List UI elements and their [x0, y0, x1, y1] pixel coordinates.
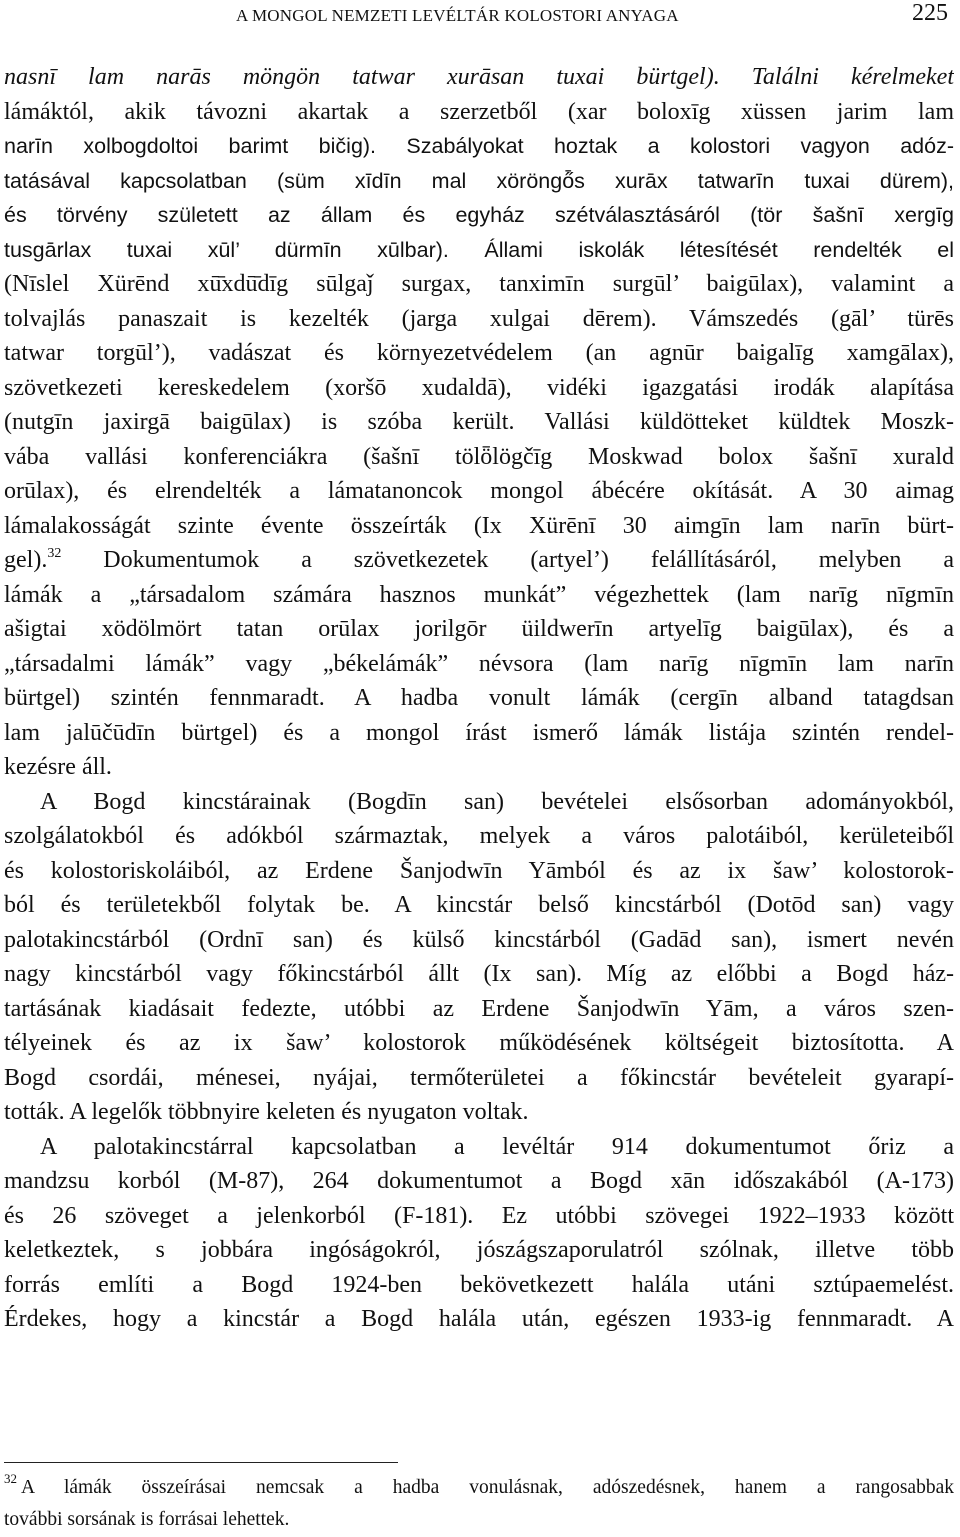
text-line: és 26 szöveget a jelenkorból (F-181). Ez utóbbi szövegei 1922–1933 között: [4, 1202, 954, 1229]
footnote-divider: [4, 1462, 398, 1463]
text-line: és törvény született az állam és egyház szétválasztásáról (tör šašnī xergīg: [4, 203, 954, 227]
text-line: és kolostoriskoláiból, az Erdene Šanjodwīn Yāmból és az ix šaw’ kolostorok-: [4, 857, 954, 884]
running-title: A MONGOL NEMZETI LEVÉLTÁR KOLOSTORI ANYAGA: [236, 6, 679, 25]
text-line: télyeinek és az ix šaw’ kolostorok működésének költségeit biztosította. A: [4, 1030, 954, 1056]
text-line: lámák a „társadalom számára hasznos munkát” végezhettek (lam narīg nīgmīn: [4, 581, 954, 608]
footnote-text: A lámák összeírásai nemcsak a hadba vonulásnak, adószedésnek, hanem a rangosabbak: [21, 1477, 954, 1498]
text-line: szövetkezeti kereskedelem (xoršō xudaldā), vidéki igazgatási irodák alapítása: [4, 374, 954, 401]
text-line: tartásának kiadásait fedezte, utóbbi az Erdene Šanjodwīn Yām, a város szen-: [4, 995, 954, 1022]
text-fragment: Dokumentumok a szövetkezetek (artyel’) felállításáról, melyben a: [61, 547, 954, 573]
text-line: vába vallási konferenciákra (šašnī tölȫlögčīg Moskwad bolox šašnī xurald: [4, 443, 954, 470]
text-line: Bogd csordái, ménesei, nyájai, termőterületei a főkincstár bevételeit gyarapí-: [4, 1064, 954, 1091]
text-line: A palotakincstárral kapcsolatban a levéltár 914 dokumentumot őriz a: [40, 1133, 954, 1160]
text-line: narīn xolbogdoltoi barimt bičig). Szabályokat hoztak a kolostori vagyon adóz-: [4, 134, 954, 158]
text-line: lámalakosságát szinte évente összeírták (Ix Xürēnī 30 aimgīn lam narīn bürt-: [4, 512, 954, 539]
text-line: keletkeztek, s jobbára ingóságokról, jószágszaporulatról szólnak, illetve több: [4, 1237, 954, 1263]
text-line: mandzsu korból (M-87), 264 dokumentumot a Bogd xān időszakából (A-173): [4, 1168, 954, 1194]
text-line: szolgálatokból és adókból származtak, melyek a város palotáiból, kerületeiből: [4, 823, 954, 849]
text-line: ból és területekből folytak be. A kincstár belső kincstárból (Dotōd san) vagy: [4, 892, 954, 918]
text-fragment: gel).: [4, 547, 48, 573]
text-line: A Bogd kincstárainak (Bogdīn san) bevételei elsősorban adományokból,: [40, 788, 954, 815]
text-line: forrás említi a Bogd 1924-ben bekövetkezett halála utáni sztúpaemelést.: [4, 1271, 954, 1298]
text-line: orūlax), és elrendelték a lámatanoncok mongol ábécére okítását. A 30 aimag: [4, 478, 954, 504]
text-line: bürtgel) szintén fennmaradt. A hadba vonult lámák (cergīn alband tatagdsan: [4, 685, 954, 711]
body-text: [4, 60, 954, 1337]
text-line: nagy kincstárból vagy főkincstárból állt (Ix san). Míg az előbbi a Bogd ház-: [4, 961, 954, 987]
text-line: tatásával kapcsolatban (süm xīdīn mal xöröngő̄s xurāx tatwarīn tuxai dürem),: [4, 168, 954, 193]
text-line: „társadalmi lámák” vagy „békelámák” névsora (lam narīg nīgmīn lam narīn: [4, 650, 954, 677]
text-line: tusgārlax tuxai xūl’ dürmīn xūlbar). Állami iskolák létesítését rendelték el: [4, 237, 954, 262]
text-line: (Nīslel Xürēnd xū̄xdū̄dīg sūlgaǰ surgax, tanximīn surgūl’ baigūlax), valamint a: [4, 271, 954, 297]
text-line: tolvajlás panaszait is kezelték (jarga xulgai dērem). Vámszedés (gāl’ türēs: [4, 305, 954, 332]
text-line: kezésre áll.: [4, 754, 112, 780]
text-line: lámáktól, akik távozni akartak a szerzetből (xar boloxīg xüssen jarim lam: [4, 98, 954, 125]
footnote-line: [4, 1472, 954, 1504]
footnote-reference: 32: [47, 546, 62, 561]
text-line: ašigtai xödölmört tatan orūlax jorilgōr üildwerīn artyelīg baigūlax), és a: [4, 616, 954, 642]
footnote: [4, 1472, 954, 1536]
text-line: [4, 543, 954, 578]
text-line: Érdekes, hogy a kincstár a Bogd halála után, egészen 1933-ig fennmaradt. A: [4, 1306, 954, 1332]
footnote-line: további sorsának is forrásai lehettek.: [4, 1509, 290, 1530]
text-line: tatwar torgūl’), vadászat és környezetvédelem (an agnūr baigalīg xamgālax),: [4, 340, 954, 366]
text-line: (nutgīn jaxirgā baigūlax) is szóba került. Vallási küldötteket küldtek Moszk-: [4, 409, 954, 435]
footnote-number: 32: [4, 1472, 17, 1486]
text-line: lam jalūčūdīn bürtgel) és a mongol írást ismerő lámák listája szintén rendel-: [4, 719, 954, 746]
text-line: tották. A legelők többnyire keleten és nyugaton voltak.: [4, 1099, 529, 1125]
text-line: nasnī lam narās möngön tatwar xurāsan tuxai bürtgel). Találni kérelmeket: [4, 64, 954, 90]
running-header: [4, 0, 952, 40]
page-number: 225: [912, 0, 948, 26]
text-line: palotakincstárból (Ordnī san) és külső kincstárból (Gadād san), ismert nevén: [4, 926, 954, 953]
